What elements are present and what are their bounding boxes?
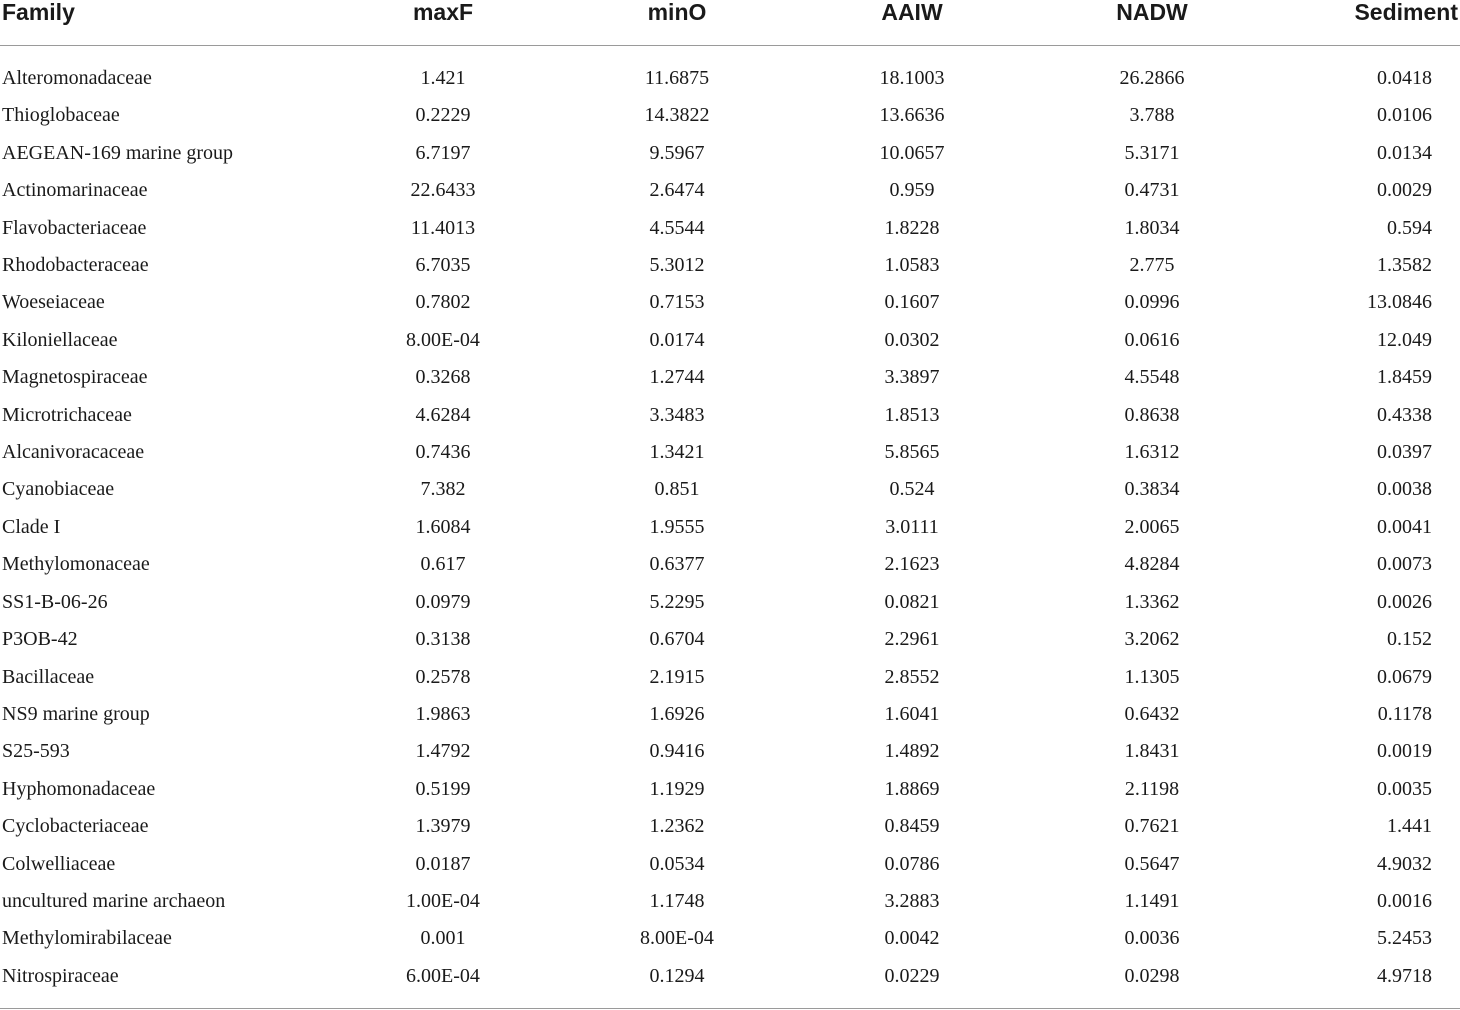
cell-mino: 3.3483 [649,403,705,426]
table-row [0,397,1460,434]
cell-mino: 0.1294 [649,964,705,987]
table-row [0,46,1460,98]
cell-maxf: 7.382 [420,478,466,501]
cell-family: AEGEAN-169 marine group [2,141,234,164]
cell-nadw: 0.8638 [1124,403,1180,426]
cell-family: NS9 marine group [2,702,150,725]
table-row [0,359,1460,396]
cell-nadw: 4.5548 [1124,366,1180,389]
cell-nadw: 1.3362 [1124,590,1180,613]
cell-mino: 8.00E-04 [640,927,714,950]
table-row [0,210,1460,247]
cell-family: Cyclobacteriaceae [2,815,149,838]
cell-mino: 11.6875 [644,67,710,89]
cell-family: Methylomonaceae [2,553,150,576]
cell-nadw: 2.775 [1129,254,1175,277]
cell-maxf: 1.4792 [415,740,471,763]
cell-nadw: 26.2866 [1119,67,1185,89]
cell-mino: 1.3421 [649,441,705,464]
cell-sediment: 13.0846 [1367,291,1432,314]
cell-sediment: 0.0019 [1377,740,1432,763]
cell-sediment: 0.0397 [1377,441,1432,464]
cell-sediment: 0.1178 [1377,702,1432,725]
cell-family: Hyphomonadaceae [2,777,156,800]
cell-nadw: 5.3171 [1124,141,1180,164]
cell-aaiw: 18.1003 [879,67,945,89]
cell-mino: 0.0534 [649,852,705,875]
cell-sediment: 0.0106 [1377,104,1432,127]
cell-mino: 9.5967 [649,141,705,164]
cell-aaiw: 1.0583 [884,254,940,277]
cell-nadw: 0.0036 [1124,927,1180,950]
cell-mino: 14.3822 [644,104,710,127]
cell-maxf: 11.4013 [410,216,476,239]
cell-nadw: 3.788 [1129,104,1175,127]
cell-sediment: 0.0134 [1377,141,1432,164]
cell-nadw: 4.8284 [1124,553,1180,576]
cell-aaiw: 10.0657 [879,141,945,164]
header-row [0,0,1460,46]
cell-sediment: 0.0041 [1377,515,1432,538]
cell-maxf: 8.00E-04 [406,328,480,351]
cell-aaiw: 2.8552 [884,665,940,688]
cell-family: Kiloniellaceae [2,328,118,351]
header-maxf: maxF [322,0,564,46]
cell-family: Thioglobaceae [2,104,120,127]
table-bottom-rule [0,1008,1460,1009]
table-row [0,733,1460,770]
cell-nadw: 0.4731 [1124,179,1180,202]
cell-sediment: 1.3582 [1377,254,1432,277]
cell-sediment: 12.049 [1377,328,1432,351]
header-family: Family [0,0,322,46]
cell-maxf: 0.2578 [415,665,471,688]
table-row [0,322,1460,359]
table-row [0,621,1460,658]
cell-maxf: 0.3268 [415,366,471,389]
cell-maxf: 0.0187 [415,852,471,875]
cell-family: Colwelliaceae [2,852,116,875]
cell-aaiw: 0.1607 [884,291,940,314]
cell-mino: 1.9555 [649,515,705,538]
cell-maxf: 0.5199 [415,777,471,800]
cell-nadw: 0.5647 [1124,852,1180,875]
table-row [0,808,1460,845]
cell-nadw: 0.6432 [1124,702,1180,725]
cell-nadw: 2.1198 [1124,777,1180,800]
cell-family: uncultured marine archaeon [2,889,226,912]
table-row [0,135,1460,172]
cell-mino: 5.3012 [649,254,705,277]
cell-aaiw: 0.8459 [884,815,940,838]
cell-mino: 1.2744 [649,366,705,389]
table-row [0,509,1460,546]
cell-aaiw: 0.0821 [884,590,940,613]
cell-aaiw: 0.0042 [884,927,940,950]
cell-maxf: 0.7436 [415,441,471,464]
cell-maxf: 0.3138 [415,628,471,651]
cell-family: Magnetospiraceae [2,366,148,389]
cell-nadw: 0.0616 [1124,328,1180,351]
cell-family: SS1-B-06-26 [2,590,108,613]
cell-sediment: 0.0679 [1377,665,1432,688]
header-aaiw: AAIW [790,0,1034,46]
header-mino: minO [564,0,790,46]
cell-mino: 1.2362 [649,815,705,838]
cell-maxf: 6.7197 [415,141,471,164]
cell-maxf: 1.00E-04 [406,889,480,912]
cell-sediment: 0.0038 [1377,478,1432,501]
cell-sediment: 0.0073 [1377,553,1432,576]
table-body [0,46,1460,996]
cell-family: Methylomirabilaceae [2,927,172,950]
cell-family: Woeseiaceae [2,291,105,314]
table-row [0,920,1460,957]
cell-sediment: 4.9718 [1377,964,1432,987]
cell-aaiw: 3.3897 [884,366,940,389]
cell-maxf: 1.421 [420,67,466,89]
cell-family: S25-593 [2,740,70,763]
cell-mino: 1.6926 [649,702,705,725]
cell-sediment: 0.0418 [1377,67,1432,89]
cell-maxf: 4.6284 [415,403,471,426]
table-row [0,247,1460,284]
cell-sediment: 0.152 [1387,628,1432,651]
cell-family: P3OB-42 [2,628,78,651]
cell-aaiw: 2.2961 [884,628,940,651]
table-row [0,546,1460,583]
table-row [0,771,1460,808]
cell-mino: 2.1915 [649,665,705,688]
cell-maxf: 0.617 [420,553,466,576]
cell-family: Microtrichaceae [2,403,132,426]
cell-maxf: 1.6084 [415,515,471,538]
cell-nadw: 0.7621 [1124,815,1180,838]
cell-aaiw: 1.4892 [884,740,940,763]
cell-sediment: 5.2453 [1377,927,1432,950]
cell-aaiw: 3.2883 [884,889,940,912]
cell-family: Bacillaceae [2,665,95,688]
cell-maxf: 1.3979 [415,815,471,838]
table-row [0,846,1460,883]
cell-family: Rhodobacteraceae [2,254,149,277]
cell-nadw: 1.8034 [1124,216,1180,239]
cell-mino: 0.0174 [649,328,705,351]
cell-aaiw: 2.1623 [884,553,940,576]
cell-family: Flavobacteriaceae [2,216,147,239]
cell-nadw: 1.1305 [1124,665,1180,688]
cell-family: Nitrospiraceae [2,964,119,987]
cell-mino: 0.9416 [649,740,705,763]
cell-family: Cyanobiaceae [2,478,115,501]
cell-nadw: 1.1491 [1124,889,1180,912]
cell-sediment: 0.0016 [1377,889,1432,912]
header-sediment: Sediment [1270,0,1460,46]
cell-aaiw: 1.6041 [884,702,940,725]
cell-nadw: 3.2062 [1124,628,1180,651]
table-header [0,0,1460,46]
cell-nadw: 0.0996 [1124,291,1180,314]
cell-sediment: 0.0035 [1377,777,1432,800]
cell-aaiw: 0.524 [889,478,935,501]
cell-maxf: 1.9863 [415,702,471,725]
cell-nadw: 2.0065 [1124,515,1180,538]
cell-family: Clade I [2,515,61,538]
table-row [0,696,1460,733]
cell-maxf: 22.6433 [410,179,476,202]
cell-sediment: 0.594 [1387,216,1432,239]
cell-mino: 0.6704 [649,628,705,651]
cell-mino: 5.2295 [649,590,705,613]
cell-family: Actinomarinaceae [2,179,148,202]
cell-sediment: 4.9032 [1377,852,1432,875]
table-row [0,97,1460,134]
cell-aaiw: 0.0786 [884,852,940,875]
cell-maxf: 0.7802 [415,291,471,314]
cell-sediment: 1.8459 [1377,366,1432,389]
cell-sediment: 0.4338 [1377,403,1432,426]
cell-aaiw: 1.8228 [884,216,940,239]
cell-sediment: 0.0029 [1377,179,1432,202]
cell-aaiw: 0.0229 [884,964,940,987]
cell-mino: 1.1929 [649,777,705,800]
cell-aaiw: 1.8513 [884,403,940,426]
cell-aaiw: 1.8869 [884,777,940,800]
header-nadw: NADW [1034,0,1270,46]
cell-maxf: 0.0979 [415,590,471,613]
cell-sediment: 0.0026 [1377,590,1432,613]
cell-aaiw: 0.0302 [884,328,940,351]
cell-maxf: 0.001 [420,927,466,950]
table-row [0,471,1460,508]
cell-mino: 2.6474 [649,179,705,202]
cell-nadw: 0.0298 [1124,964,1180,987]
cell-aaiw: 3.0111 [885,515,939,538]
cell-family: Alcanivoracaceae [2,441,145,464]
cell-family: Alteromonadaceae [2,67,152,89]
cell-aaiw: 5.8565 [884,441,940,464]
cell-mino: 4.5544 [649,216,705,239]
cell-aaiw: 0.959 [889,179,935,202]
table-row [0,958,1460,995]
table-row [0,284,1460,321]
cell-mino: 0.7153 [649,291,705,314]
table-row [0,172,1460,209]
cell-mino: 0.6377 [649,553,705,576]
table-row [0,659,1460,696]
cell-aaiw: 13.6636 [879,104,945,127]
table-row [0,584,1460,621]
cell-nadw: 1.6312 [1124,441,1180,464]
cell-maxf: 6.7035 [415,254,471,277]
cell-mino: 1.1748 [649,889,705,912]
cell-maxf: 6.00E-04 [406,964,480,987]
cell-nadw: 0.3834 [1124,478,1180,501]
cell-mino: 0.851 [654,478,700,501]
table-row [0,883,1460,920]
cell-sediment: 1.441 [1387,815,1432,838]
table-row [0,434,1460,471]
cell-nadw: 1.8431 [1124,740,1180,763]
cell-maxf: 0.2229 [415,104,471,127]
